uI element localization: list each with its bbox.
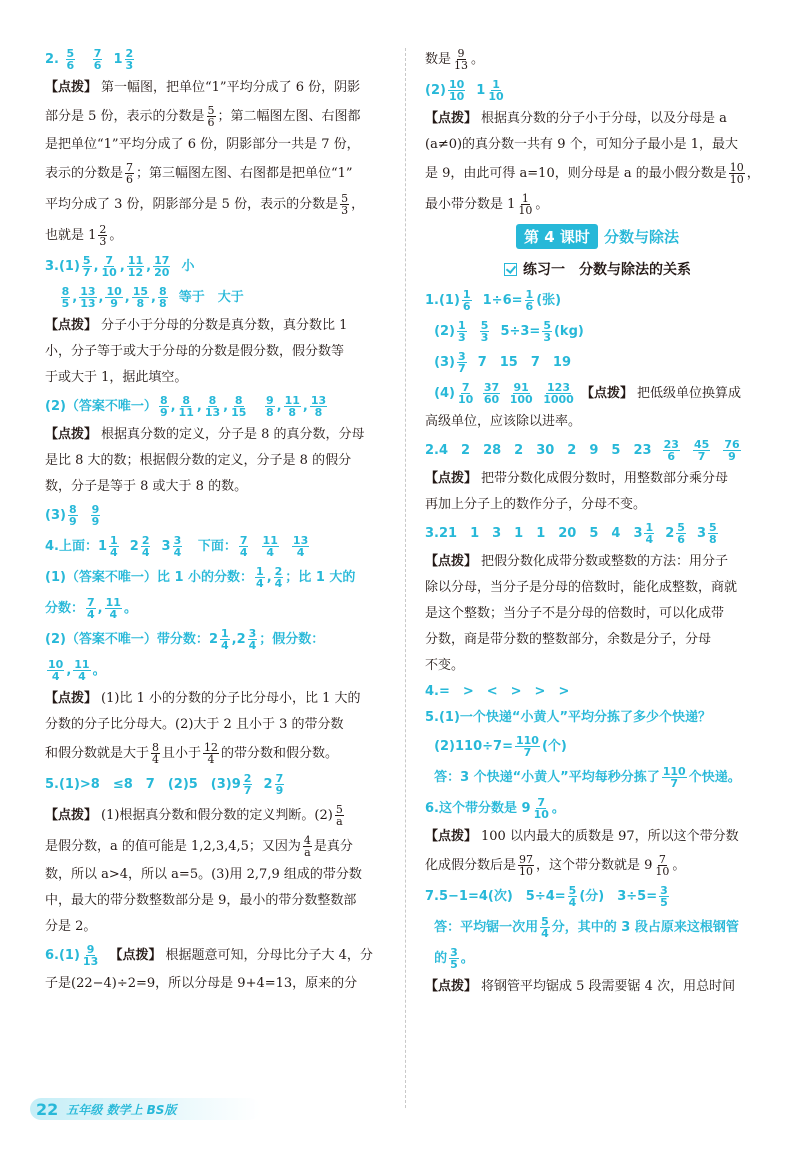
checkbox-icon <box>504 263 517 276</box>
q2-tip: 【点拨】 第一幅图，把单位“1”平均分成了 6 份，阴影 <box>45 80 361 95</box>
column-divider <box>405 48 406 1108</box>
q5-answer: 5.(1)>8 ≤8 7 (2)5 (3)9 $\frac{2}{7}$ 2 $\frac{7}{9}$ <box>45 772 284 797</box>
footer-bar <box>30 1098 260 1120</box>
footer-label: 五年级 数学上 BS版 <box>66 1102 177 1117</box>
q2-answer: 2. $\frac{5}{6}$ $\frac{7}{6}$ 1 $\frac{2}{3}$ <box>45 47 134 72</box>
page-number: 22 <box>36 1099 59 1119</box>
exercise-title: 练习一 分数与除法的关系 <box>425 259 770 279</box>
lesson-tag: 第 4 课时 <box>516 224 598 249</box>
lesson-name: 分数与除法 <box>603 228 679 246</box>
q3-answer: 3.(1) $\frac{5}{7}$ , $\frac{7}{10}$ , $\frac{11}{12}$ , $\frac{17}{20}$ 小 <box>45 254 195 279</box>
page-footer <box>30 1095 260 1123</box>
left-column: 2. $\frac{5}{6}$ $\frac{7}{6}$ 1 $\frac{2}{3}$ 【点拨】 第一幅图，把单位“1”平均分成了 6 份，阴影 部分是 5 份，表示的分数是 $\frac{5}{6}$ ；第二幅图左图、右图都 是把单位“1”平均分成了 6 份，阴影部分一共是 7 份， 表示的分数是 $\frac{7}{6}$ ；第三幅图左图、右图都是把单位“1” 平均分成了 3 份，阴影部分是 5 份，表示的分数是 $\frac{5}{3}$ ， 也就是 1 $\frac{2}{3}$ 。 3.(1) $\frac{5}{7}$ , $\frac{7}{10}$ , $\frac{11}{12}$ , $\frac{17}{20}$ 小 $\frac{8}{5}$ , $\frac{13}{13}$ , $\frac{10}{9}$ , $\frac{15}{8}$ , $\frac{8}{8}$ 等于 大于 【点拨】 分子小于分母的分数是真分数，真分数比 1 小，分子等于或大于分母的分数是假分数，假分数等 于或大于 1，据此填空。 (2)（答案不唯一） $\frac{8}{9}$ , $\frac{8}{11}$ , $\frac{8}{13}$ , $\frac{8}{15}$ $\frac{9}{8}$ , $\frac{11}{8}$ , $\frac{13}{8}$ 【点拨】 根据真分数的定义，分子是 8 的真分数，分母 是比 8 大的数；根据假分数的定义，分子是 8 的假分 数，分子是等于 8 或大于 8 的数。 (3) $\frac{8}{9}$ $\frac{9}{9}$ 4.上面：1 $\frac{1}{4}$ 2 $\frac{2}{4}$ 3 $\frac{3}{4}$ 下面： $\frac{7}{4}$ $\frac{11}{4}$ $\frac{13}{4}$ (1)（答案不唯一）比 1 小的分数： $\frac{1}{4}$ , $\frac{2}{4}$ ；比 1 大的 分数： $\frac{7}{4}$ , $\frac{11}{4}$ 。 (2)（答案不唯一）带分数：2 $\frac{1}{4}$ ,2 $\frac{3}{4}$ ；假分数： $\frac{10}{4}$ , $\frac{11}{4}$ 。 【点拨】 (1)比 1 小的分数的分子比分母小，比 1 大的 分数的分子比分母大。(2)大于 2 且小于 3 的带分数 和假分数就是大于 $\frac{8}{4}$ 且小于 $\frac{12}{4}$ 的带分数和假分数。 5.(1)>8 ≤8 7 (2)5 (3)9 $\frac{2}{7}$ 2 $\frac{7}{9}$ 【点拨】 (1)根据真分数和假分数的定义判断。(2) $\frac{5}{a}$ 是假分数，a 的值可能是 1,2,3,4,5；又因为 $\frac{4}{a}$ 是真分 数，所以 a>4，所以 a=5。(3)用 2,7,9 组成的带分数 中，最大的带分数整数部分是 9，最小的带分数整数部 分是 2。 6.(1) $\frac{9}{13}$ 【点拨】 根据题意可知，分母比分子大 4，分 子是(22−4)÷2=9，所以分母是 9+4=13，原来的分 <box>45 48 390 1001</box>
q4-answer: 4.上面：1 $\frac{1}{4}$ 2 $\frac{2}{4}$ 3 $\frac{3}{4}$ 下面： $\frac{7}{4}$ $\frac{11}{4}$ $\frac{13}{4}$ <box>45 534 309 559</box>
right-column: 数是 $\frac{9}{13}$ 。 (2) $\frac{10}{10}$ 1 $\frac{1}{10}$ 【点拨】 根据真分数的分子小于分母，以及分母是 a (a≠0)的真分数一共有 9 个，可知分子最小是 1，最大 是 9，由此可得 a=10，则分母是 a 的最小假分数是 $\frac{10}{10}$ ， 最小带分数是 1 $\frac{1}{10}$ 。 第 4 课时 分数与除法 练习一 分数与除法的关系 1.(1) $\frac{1}{6}$ 1÷6= $\frac{1}{6}$ (张) (2) $\frac{1}{3}$ $\frac{5}{3}$ 5÷3= $\frac{5}{3}$ (kg) (3) $\frac{3}{7}$ 7 15 7 19 (4) $\frac{7}{10}$ $\frac{37}{60}$ $\frac{91}{100}$ $\frac{123}{1000}$ 【点拨】 把低级单位换算成 高级单位，应该除以进率。 2.4 2 28 2 30 2 9 5 23 $\frac{23}{6}$ $\frac{45}{7}$ $\frac{76}{9}$ 【点拨】 把带分数化成假分数时，用整数部分乘分母 再加上分子上的数作分子，分母不变。 3.21 1 3 1 1 20 5 4 3 $\frac{1}{4}$ 2 $\frac{5}{6}$ 3 $\frac{5}{8}$ 【点拨】 把假分数化成带分数或整数的方法：用分子 除以分母，当分子是分母的倍数时，能化成整数，商就 是这个整数；当分子不是分母的倍数时，可以化成带 分数，商是带分数的整数部分，余数是分子，分母 不变。 4.= > < > > > 5.(1)一个快递“小黄人”平均分拣了多少个快递？ (2)110÷7= $\frac{110}{7}$ (个) 答：3 个快递“小黄人”平均每秒分拣了 $\frac{110}{7}$ 个快递。 6.这个带分数是 9 $\frac{7}{10}$ 。 【点拨】 100 以内最大的质数是 97，所以这个带分数 化成假分数后是 $\frac{97}{10}$ ，这个带分数就是 9 $\frac{7}{10}$ 。 7.5−1=4(次) 5÷4= $\frac{5}{4}$ (分) 3÷5= $\frac{3}{5}$ 答：平均锯一次用 $\frac{5}{4}$ 分，其中的 3 段占原来这根钢管 的 $\frac{3}{5}$ 。 【点拨】 将钢管平均锯成 5 段需要锯 4 次，用总时间 <box>425 48 770 1004</box>
q6-answer: 6.(1) $\frac{9}{13}$ 【点拨】 根据题意可知，分母比分子大 4，分 <box>45 943 373 968</box>
lesson-title <box>425 224 770 249</box>
